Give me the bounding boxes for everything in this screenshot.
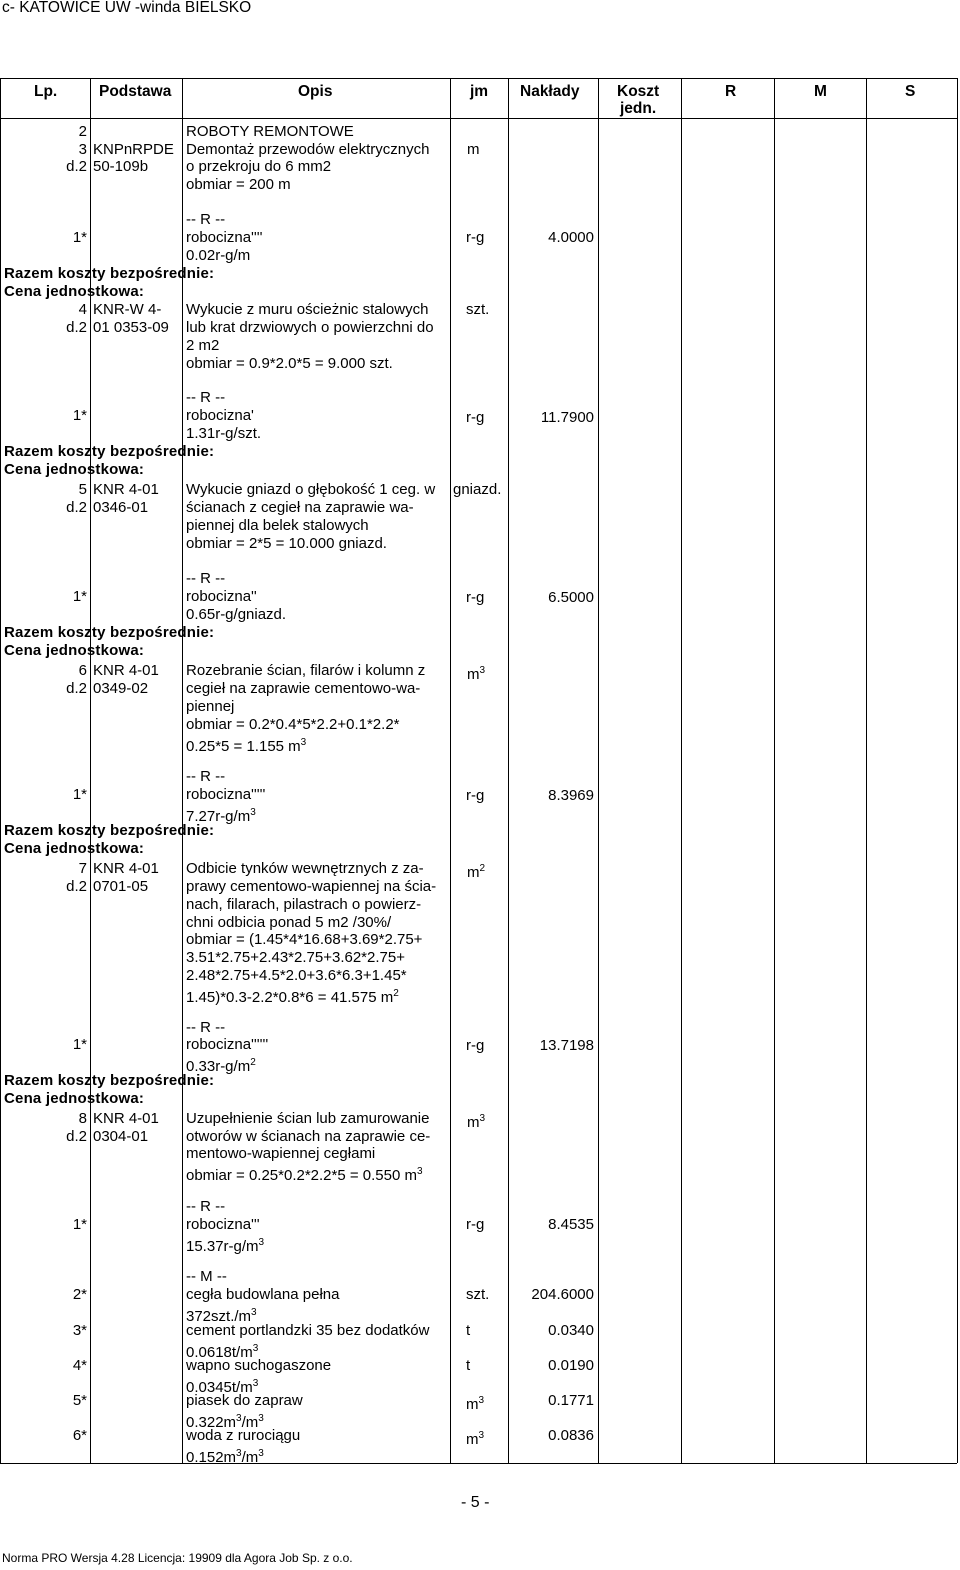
r-marker: -- R -- [186, 389, 226, 406]
material-name: piasek do zapraw [186, 1392, 303, 1409]
position-opis-line: chni odbicia ponad 5 m2 /30%/ [186, 914, 392, 931]
position-lp: 3 [78, 141, 87, 158]
r-marker: -- R -- [186, 211, 226, 228]
resource-value: 4.0000 [548, 229, 594, 246]
position-jm: m [467, 141, 480, 158]
resource-jm: r-g [466, 229, 485, 246]
material-name: woda z rurociągu [186, 1427, 301, 1444]
position-opis-line: 2.48*2.75+4.5*2.0+3.6*6.3+1.45* [186, 967, 407, 984]
resource-jm: r-g [466, 589, 485, 606]
resource-number: 1* [72, 407, 87, 424]
material-value: 0.1771 [548, 1392, 594, 1409]
material-number: 6* [72, 1427, 87, 1444]
position-podstawa: KNR 4-01 [93, 481, 159, 498]
resource-norm: 0.65r-g/gniazd. [186, 606, 287, 623]
position-opis-line: Wykucie gniazd o głębokość 1 ceg. w [186, 481, 436, 498]
position-jm: $m^3$ [467, 665, 486, 683]
razem-label: Razem koszty bezpośrednie: [4, 822, 215, 839]
col-border [182, 78, 183, 1463]
position-podstawa: 0346-01 [93, 499, 149, 516]
section-number: 2 [78, 123, 87, 140]
resource-value: 6.5000 [548, 589, 594, 606]
position-opis-line: Demontaż przewodów elektrycznych [186, 141, 430, 158]
position-opis-line: ścianach z cegieł na zaprawie wa- [186, 499, 414, 516]
material-jm: t [466, 1357, 471, 1374]
material-norm: $0.0345t/m^3$ [186, 1378, 259, 1396]
position-opis-line: 2 m2 [186, 337, 220, 354]
position-opis-line: obmiar = (1.45*4*16.68+3.69*2.75+ [186, 931, 423, 948]
col-border [450, 78, 451, 1463]
position-jm: $m^2$ [467, 863, 486, 881]
resource-name: robocizna'' [186, 588, 257, 605]
position-opis-line: piennej dla belek stalowych [186, 517, 369, 534]
material-jm: $m^3$ [466, 1395, 485, 1413]
razem-label: Razem koszty bezpośrednie: [4, 443, 215, 460]
material-number: 2* [72, 1286, 87, 1303]
position-opis-line: 1.45)*0.3-2.2*0.8*6 = 41.575 $m^2$ [186, 988, 399, 1006]
position-podstawa: KNPnRPDE [93, 141, 174, 158]
position-lp: 5 [78, 481, 87, 498]
page-number: - 5 - [461, 1494, 490, 1511]
position-lp: 8 [78, 1110, 87, 1127]
resource-norm: $7.27r-g/m^3$ [186, 807, 256, 825]
position-opis-line: obmiar = 2*5 = 10.000 gniazd. [186, 535, 387, 552]
position-opis-line: Rozebranie ścian, filarów i kolumn z [186, 662, 426, 679]
position-opis-line: piennej [186, 698, 235, 715]
position-podstawa: KNR-W 4- [93, 301, 162, 318]
cena-label: Cena jednostkowa: [4, 1090, 145, 1107]
col-border [957, 78, 958, 1463]
resource-value: 8.3969 [548, 787, 594, 804]
material-number: 4* [72, 1357, 87, 1374]
position-lp-sub: d.2 [66, 680, 87, 697]
header-opis: Opis [298, 83, 333, 100]
table-bottom-border [0, 1463, 957, 1464]
cena-label: Cena jednostkowa: [4, 642, 145, 659]
resource-number: 1* [72, 588, 87, 605]
resource-jm: r-g [466, 1037, 485, 1054]
position-jm: gniazd. [453, 481, 502, 498]
material-number: 5* [72, 1392, 87, 1409]
r-marker: -- R -- [186, 1198, 226, 1215]
r-marker: -- R -- [186, 768, 226, 785]
resource-number: 1* [72, 229, 87, 246]
position-podstawa: 01 0353-09 [93, 319, 169, 336]
resource-value: 13.7198 [539, 1037, 594, 1054]
position-podstawa: 0304-01 [93, 1128, 149, 1145]
position-opis-line: mentowo-wapiennej cegłami [186, 1145, 376, 1162]
material-norm: $0.322m^3/m^3$ [186, 1413, 264, 1431]
m-marker: -- M -- [186, 1268, 227, 1285]
position-opis-line: 3.51*2.75+2.43*2.75+3.62*2.75+ [186, 949, 405, 966]
col-border [598, 78, 599, 1463]
resource-jm: r-g [466, 787, 485, 804]
position-opis-line: o przekroju do 6 mm2 [186, 158, 332, 175]
position-lp-sub: d.2 [66, 1128, 87, 1145]
material-name: cement portlandzki 35 bez dodatków [186, 1322, 430, 1339]
col-border [0, 78, 1, 1463]
cena-label: Cena jednostkowa: [4, 283, 145, 300]
position-opis-line: lub krat drzwiowych o powierzchni do [186, 319, 434, 336]
position-opis-line: obmiar = 0.9*2.0*5 = 9.000 szt. [186, 355, 393, 372]
position-lp: 6 [78, 662, 87, 679]
position-podstawa: KNR 4-01 [93, 662, 159, 679]
position-opis-line: prawy cementowo-wapiennej na ścia- [186, 878, 437, 895]
position-opis-line: obmiar = 200 m [186, 176, 291, 193]
material-name: cegła budowlana pełna [186, 1286, 340, 1303]
razem-label: Razem koszty bezpośrednie: [4, 1072, 215, 1089]
header-lp: Lp. [34, 83, 58, 100]
position-lp-sub: d.2 [66, 499, 87, 516]
position-lp-sub: d.2 [66, 158, 87, 175]
material-jm: t [466, 1322, 471, 1339]
position-opis-line: 0.25*5 = 1.155 $m^3$ [186, 737, 307, 755]
resource-value: 11.7900 [540, 409, 594, 426]
material-jm: $m^3$ [466, 1430, 485, 1448]
position-podstawa: KNR 4-01 [93, 1110, 159, 1127]
col-border [774, 78, 775, 1463]
resource-number: 1* [72, 1036, 87, 1053]
cena-label: Cena jednostkowa: [4, 840, 145, 857]
resource-number: 1* [72, 1216, 87, 1233]
resource-name: robocizna''' [186, 1216, 260, 1233]
position-jm: $m^3$ [467, 1113, 486, 1131]
header-m: M [814, 83, 827, 100]
position-opis-line: Uzupełnienie ścian lub zamurowanie [186, 1110, 430, 1127]
r-marker: -- R -- [186, 1019, 226, 1036]
r-marker: -- R -- [186, 570, 226, 587]
position-opis-line: nach, filarach, pilastrach o powierz- [186, 896, 422, 913]
position-lp-sub: d.2 [66, 319, 87, 336]
material-number: 3* [72, 1322, 87, 1339]
position-podstawa: 0349-02 [93, 680, 149, 697]
position-opis-line: obmiar = 0.25*0.2*2.2*5 = 0.550 $m^3$ [186, 1166, 423, 1184]
position-lp-sub: d.2 [66, 878, 87, 895]
document-title: c- KATOWICE UW -winda BIELSKO [2, 0, 252, 16]
cena-label: Cena jednostkowa: [4, 461, 145, 478]
material-name: wapno suchogaszone [186, 1357, 332, 1374]
resource-name: robocizna'''''' [186, 1036, 269, 1053]
material-value: 204.6000 [531, 1286, 594, 1303]
position-podstawa: 50-109b [93, 158, 149, 175]
header-koszt-jedn: jedn. [620, 100, 657, 117]
section-title: ROBOTY REMONTOWE [186, 123, 354, 140]
resource-name: robocizna''''' [186, 786, 266, 803]
software-footer: Norma PRO Wersja 4.28 Licencja: 19909 dla Agora Job Sp. z o.o. [2, 1551, 353, 1565]
resource-jm: r-g [466, 409, 485, 426]
position-opis-line: otworów w ścianach na zaprawie ce- [186, 1128, 431, 1145]
material-value: 0.0340 [548, 1322, 594, 1339]
header-naklady: Nakłady [520, 83, 580, 100]
position-opis-line: obmiar = 0.2*0.4*5*2.2+0.1*2.2* [186, 716, 400, 733]
col-border [866, 78, 867, 1463]
header-koszt: Koszt [617, 83, 660, 100]
position-lp: 7 [78, 860, 87, 877]
resource-jm: r-g [466, 1216, 485, 1233]
position-opis-line: Odbicie tynków wewnętrznych z za- [186, 860, 424, 877]
col-border [681, 78, 682, 1463]
material-jm: szt. [466, 1286, 490, 1303]
material-value: 0.0190 [548, 1357, 594, 1374]
position-podstawa: 0701-05 [93, 878, 149, 895]
header-jm: jm [470, 83, 489, 100]
position-opis-line: Wykucie z muru ościeżnic stalowych [186, 301, 429, 318]
resource-number: 1* [72, 786, 87, 803]
position-opis-line: cegieł na zaprawie cementowo-wa- [186, 680, 421, 697]
material-norm: $0.152m^3/m^3$ [186, 1448, 264, 1466]
resource-norm: 0.02r-g/m [186, 247, 251, 264]
resource-name: robocizna'''' [186, 229, 263, 246]
table-top-border [0, 78, 957, 79]
material-norm: $0.0618t/m^3$ [186, 1343, 259, 1361]
material-value: 0.0836 [548, 1427, 594, 1444]
header-bottom-border [0, 118, 957, 119]
razem-label: Razem koszty bezpośrednie: [4, 265, 215, 282]
header-podstawa: Podstawa [99, 83, 172, 100]
position-lp: 4 [78, 301, 87, 318]
header-r: R [725, 83, 737, 100]
position-podstawa: KNR 4-01 [93, 860, 159, 877]
material-norm: $372szt./m^3$ [186, 1307, 257, 1325]
resource-value: 8.4535 [548, 1216, 594, 1233]
header-s: S [905, 83, 916, 100]
resource-name: robocizna' [186, 407, 254, 424]
razem-label: Razem koszty bezpośrednie: [4, 624, 215, 641]
resource-norm: 1.31r-g/szt. [186, 425, 262, 442]
position-jm: szt. [466, 301, 490, 318]
resource-norm: $15.37r-g/m^3$ [186, 1237, 265, 1255]
col-border [508, 78, 509, 1463]
resource-norm: $0.33r-g/m^2$ [186, 1057, 256, 1075]
